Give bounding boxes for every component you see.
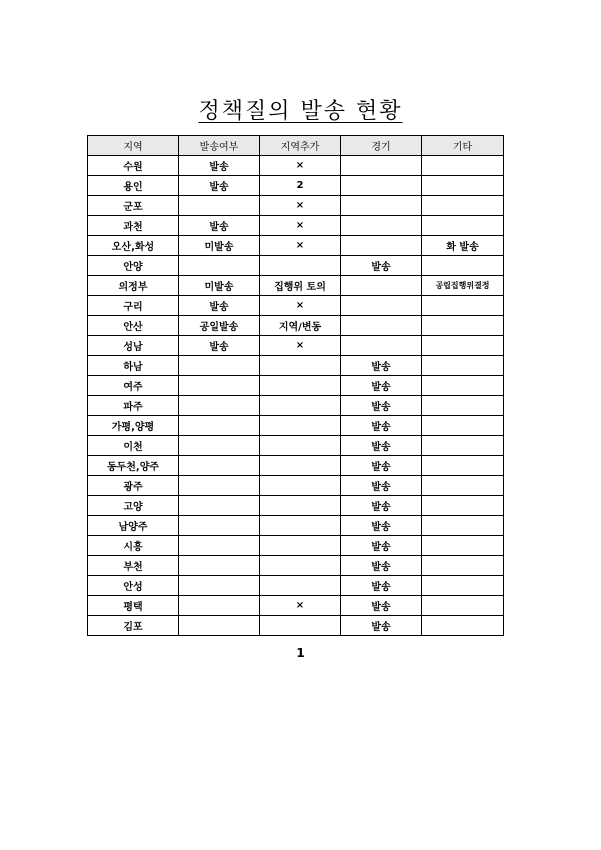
other-cell: [422, 356, 504, 376]
region-cell: 성남: [88, 336, 179, 356]
region-cell: 구리: [88, 296, 179, 316]
region-added-cell: [260, 576, 341, 596]
region-cell: 수원: [88, 156, 179, 176]
other-cell: [422, 296, 504, 316]
other-cell: [422, 436, 504, 456]
table-row: [88, 336, 504, 356]
region-added-cell: ×: [260, 596, 341, 616]
region-cell: 부천: [88, 556, 179, 576]
dispatch-status-cell: [179, 476, 260, 496]
gyeonggi-cell: 발송: [341, 436, 422, 456]
gyeonggi-cell: 발송: [341, 536, 422, 556]
dispatch-status-cell: [179, 196, 260, 216]
table-row: [88, 156, 504, 176]
dispatch-status-cell: 발송: [179, 296, 260, 316]
region-added-cell: [260, 256, 341, 276]
other-cell: [422, 416, 504, 436]
table-row: [88, 376, 504, 396]
region-added-cell: ×: [260, 156, 341, 176]
region-added-cell: 지역/변동: [260, 316, 341, 336]
other-cell: [422, 196, 504, 216]
dispatch-status-table: [87, 135, 504, 636]
other-cell: [422, 536, 504, 556]
region-added-cell: [260, 396, 341, 416]
header-dispatch-status: 발송여부: [179, 136, 260, 156]
dispatch-status-cell: [179, 576, 260, 596]
region-cell: 고양: [88, 496, 179, 516]
region-cell: 가평,양평: [88, 416, 179, 436]
table-row: [88, 416, 504, 436]
dispatch-status-cell: 발송: [179, 156, 260, 176]
region-added-cell: [260, 496, 341, 516]
dispatch-status-cell: 미발송: [179, 236, 260, 256]
dispatch-status-cell: [179, 436, 260, 456]
gyeonggi-cell: 발송: [341, 376, 422, 396]
dispatch-status-cell: 발송: [179, 216, 260, 236]
other-cell: 화 발송: [422, 236, 504, 256]
dispatch-status-cell: [179, 416, 260, 436]
other-cell: [422, 316, 504, 336]
other-cell: [422, 556, 504, 576]
other-cell: [422, 216, 504, 236]
region-added-cell: [260, 416, 341, 436]
region-added-cell: [260, 556, 341, 576]
gyeonggi-cell: 발송: [341, 596, 422, 616]
region-added-cell: [260, 536, 341, 556]
dispatch-status-cell: [179, 536, 260, 556]
region-cell: 남양주: [88, 516, 179, 536]
table-row: [88, 356, 504, 376]
gyeonggi-cell: 발송: [341, 616, 422, 636]
gyeonggi-cell: 발송: [341, 516, 422, 536]
region-added-cell: [260, 436, 341, 456]
table-row: [88, 276, 504, 296]
table-row: [88, 456, 504, 476]
document-title: [0, 94, 601, 125]
other-cell: [422, 176, 504, 196]
region-cell: 오산,화성: [88, 236, 179, 256]
dispatch-status-cell: [179, 376, 260, 396]
dispatch-status-cell: [179, 356, 260, 376]
region-cell: 김포: [88, 616, 179, 636]
table-row: [88, 596, 504, 616]
other-cell: [422, 496, 504, 516]
table-row: [88, 216, 504, 236]
other-cell: [422, 156, 504, 176]
region-added-cell: 집행위 토의: [260, 276, 341, 296]
region-cell: 파주: [88, 396, 179, 416]
table-row: [88, 396, 504, 416]
other-cell: [422, 516, 504, 536]
gyeonggi-cell: 발송: [341, 476, 422, 496]
table-row: [88, 536, 504, 556]
other-cell: [422, 376, 504, 396]
dispatch-status-cell: [179, 456, 260, 476]
other-cell: [422, 476, 504, 496]
region-added-cell: [260, 376, 341, 396]
gyeonggi-cell: [341, 176, 422, 196]
region-cell: 안산: [88, 316, 179, 336]
table-header-row: [88, 136, 504, 156]
region-cell: 동두천,양주: [88, 456, 179, 476]
table-row: [88, 236, 504, 256]
region-added-cell: [260, 356, 341, 376]
region-added-cell: ×: [260, 216, 341, 236]
gyeonggi-cell: 발송: [341, 576, 422, 596]
dispatch-status-cell: 발송: [179, 176, 260, 196]
table-row: [88, 176, 504, 196]
other-cell: [422, 396, 504, 416]
gyeonggi-cell: [341, 336, 422, 356]
other-cell: [422, 256, 504, 276]
region-cell: 여주: [88, 376, 179, 396]
region-added-cell: [260, 456, 341, 476]
page-number: 1: [296, 646, 305, 660]
dispatch-status-cell: [179, 496, 260, 516]
header-region: 지역: [88, 136, 179, 156]
region-added-cell: 2: [260, 176, 341, 196]
region-cell: 광주: [88, 476, 179, 496]
dispatch-status-cell: [179, 616, 260, 636]
dispatch-status-cell: 공일발송: [179, 316, 260, 336]
region-cell: 안성: [88, 576, 179, 596]
dispatch-status-cell: [179, 596, 260, 616]
dispatch-status-cell: [179, 516, 260, 536]
region-added-cell: ×: [260, 296, 341, 316]
gyeonggi-cell: 발송: [341, 496, 422, 516]
region-cell: 시흥: [88, 536, 179, 556]
table-row: [88, 316, 504, 336]
region-added-cell: ×: [260, 336, 341, 356]
region-cell: 이천: [88, 436, 179, 456]
other-cell: [422, 336, 504, 356]
dispatch-status-cell: 미발송: [179, 276, 260, 296]
table-body: [88, 156, 504, 636]
table-row: [88, 476, 504, 496]
region-cell: 과천: [88, 216, 179, 236]
table-row: [88, 516, 504, 536]
dispatch-status-cell: [179, 556, 260, 576]
table-row: [88, 196, 504, 216]
table-row: [88, 616, 504, 636]
region-cell: 용인: [88, 176, 179, 196]
region-added-cell: ×: [260, 196, 341, 216]
header-region-added: 지역추가: [260, 136, 341, 156]
table-row: [88, 556, 504, 576]
gyeonggi-cell: [341, 276, 422, 296]
other-cell: [422, 576, 504, 596]
gyeonggi-cell: 발송: [341, 356, 422, 376]
dispatch-status-cell: [179, 396, 260, 416]
region-cell: 군포: [88, 196, 179, 216]
document-title-text: 정책질의 발송 현황: [198, 99, 403, 124]
table-row: [88, 576, 504, 596]
header-other: 기타: [422, 136, 504, 156]
gyeonggi-cell: [341, 196, 422, 216]
gyeonggi-cell: 발송: [341, 396, 422, 416]
region-cell: 평택: [88, 596, 179, 616]
header-gyeonggi: 경기: [341, 136, 422, 156]
other-cell: [422, 616, 504, 636]
table-row: [88, 496, 504, 516]
gyeonggi-cell: [341, 316, 422, 336]
gyeonggi-cell: [341, 236, 422, 256]
table-row: [88, 436, 504, 456]
gyeonggi-cell: 발송: [341, 556, 422, 576]
gyeonggi-cell: [341, 296, 422, 316]
table-row: [88, 256, 504, 276]
region-added-cell: [260, 616, 341, 636]
table-row: [88, 296, 504, 316]
gyeonggi-cell: [341, 156, 422, 176]
other-cell: [422, 456, 504, 476]
region-cell: 의정부: [88, 276, 179, 296]
region-cell: 안양: [88, 256, 179, 276]
dispatch-status-cell: [179, 256, 260, 276]
other-cell: [422, 596, 504, 616]
other-cell: 공립집행위결정: [422, 276, 504, 296]
gyeonggi-cell: 발송: [341, 456, 422, 476]
region-added-cell: ×: [260, 236, 341, 256]
region-added-cell: [260, 516, 341, 536]
gyeonggi-cell: 발송: [341, 256, 422, 276]
gyeonggi-cell: 발송: [341, 416, 422, 436]
region-added-cell: [260, 476, 341, 496]
region-cell: 하남: [88, 356, 179, 376]
dispatch-status-cell: 발송: [179, 336, 260, 356]
gyeonggi-cell: [341, 216, 422, 236]
